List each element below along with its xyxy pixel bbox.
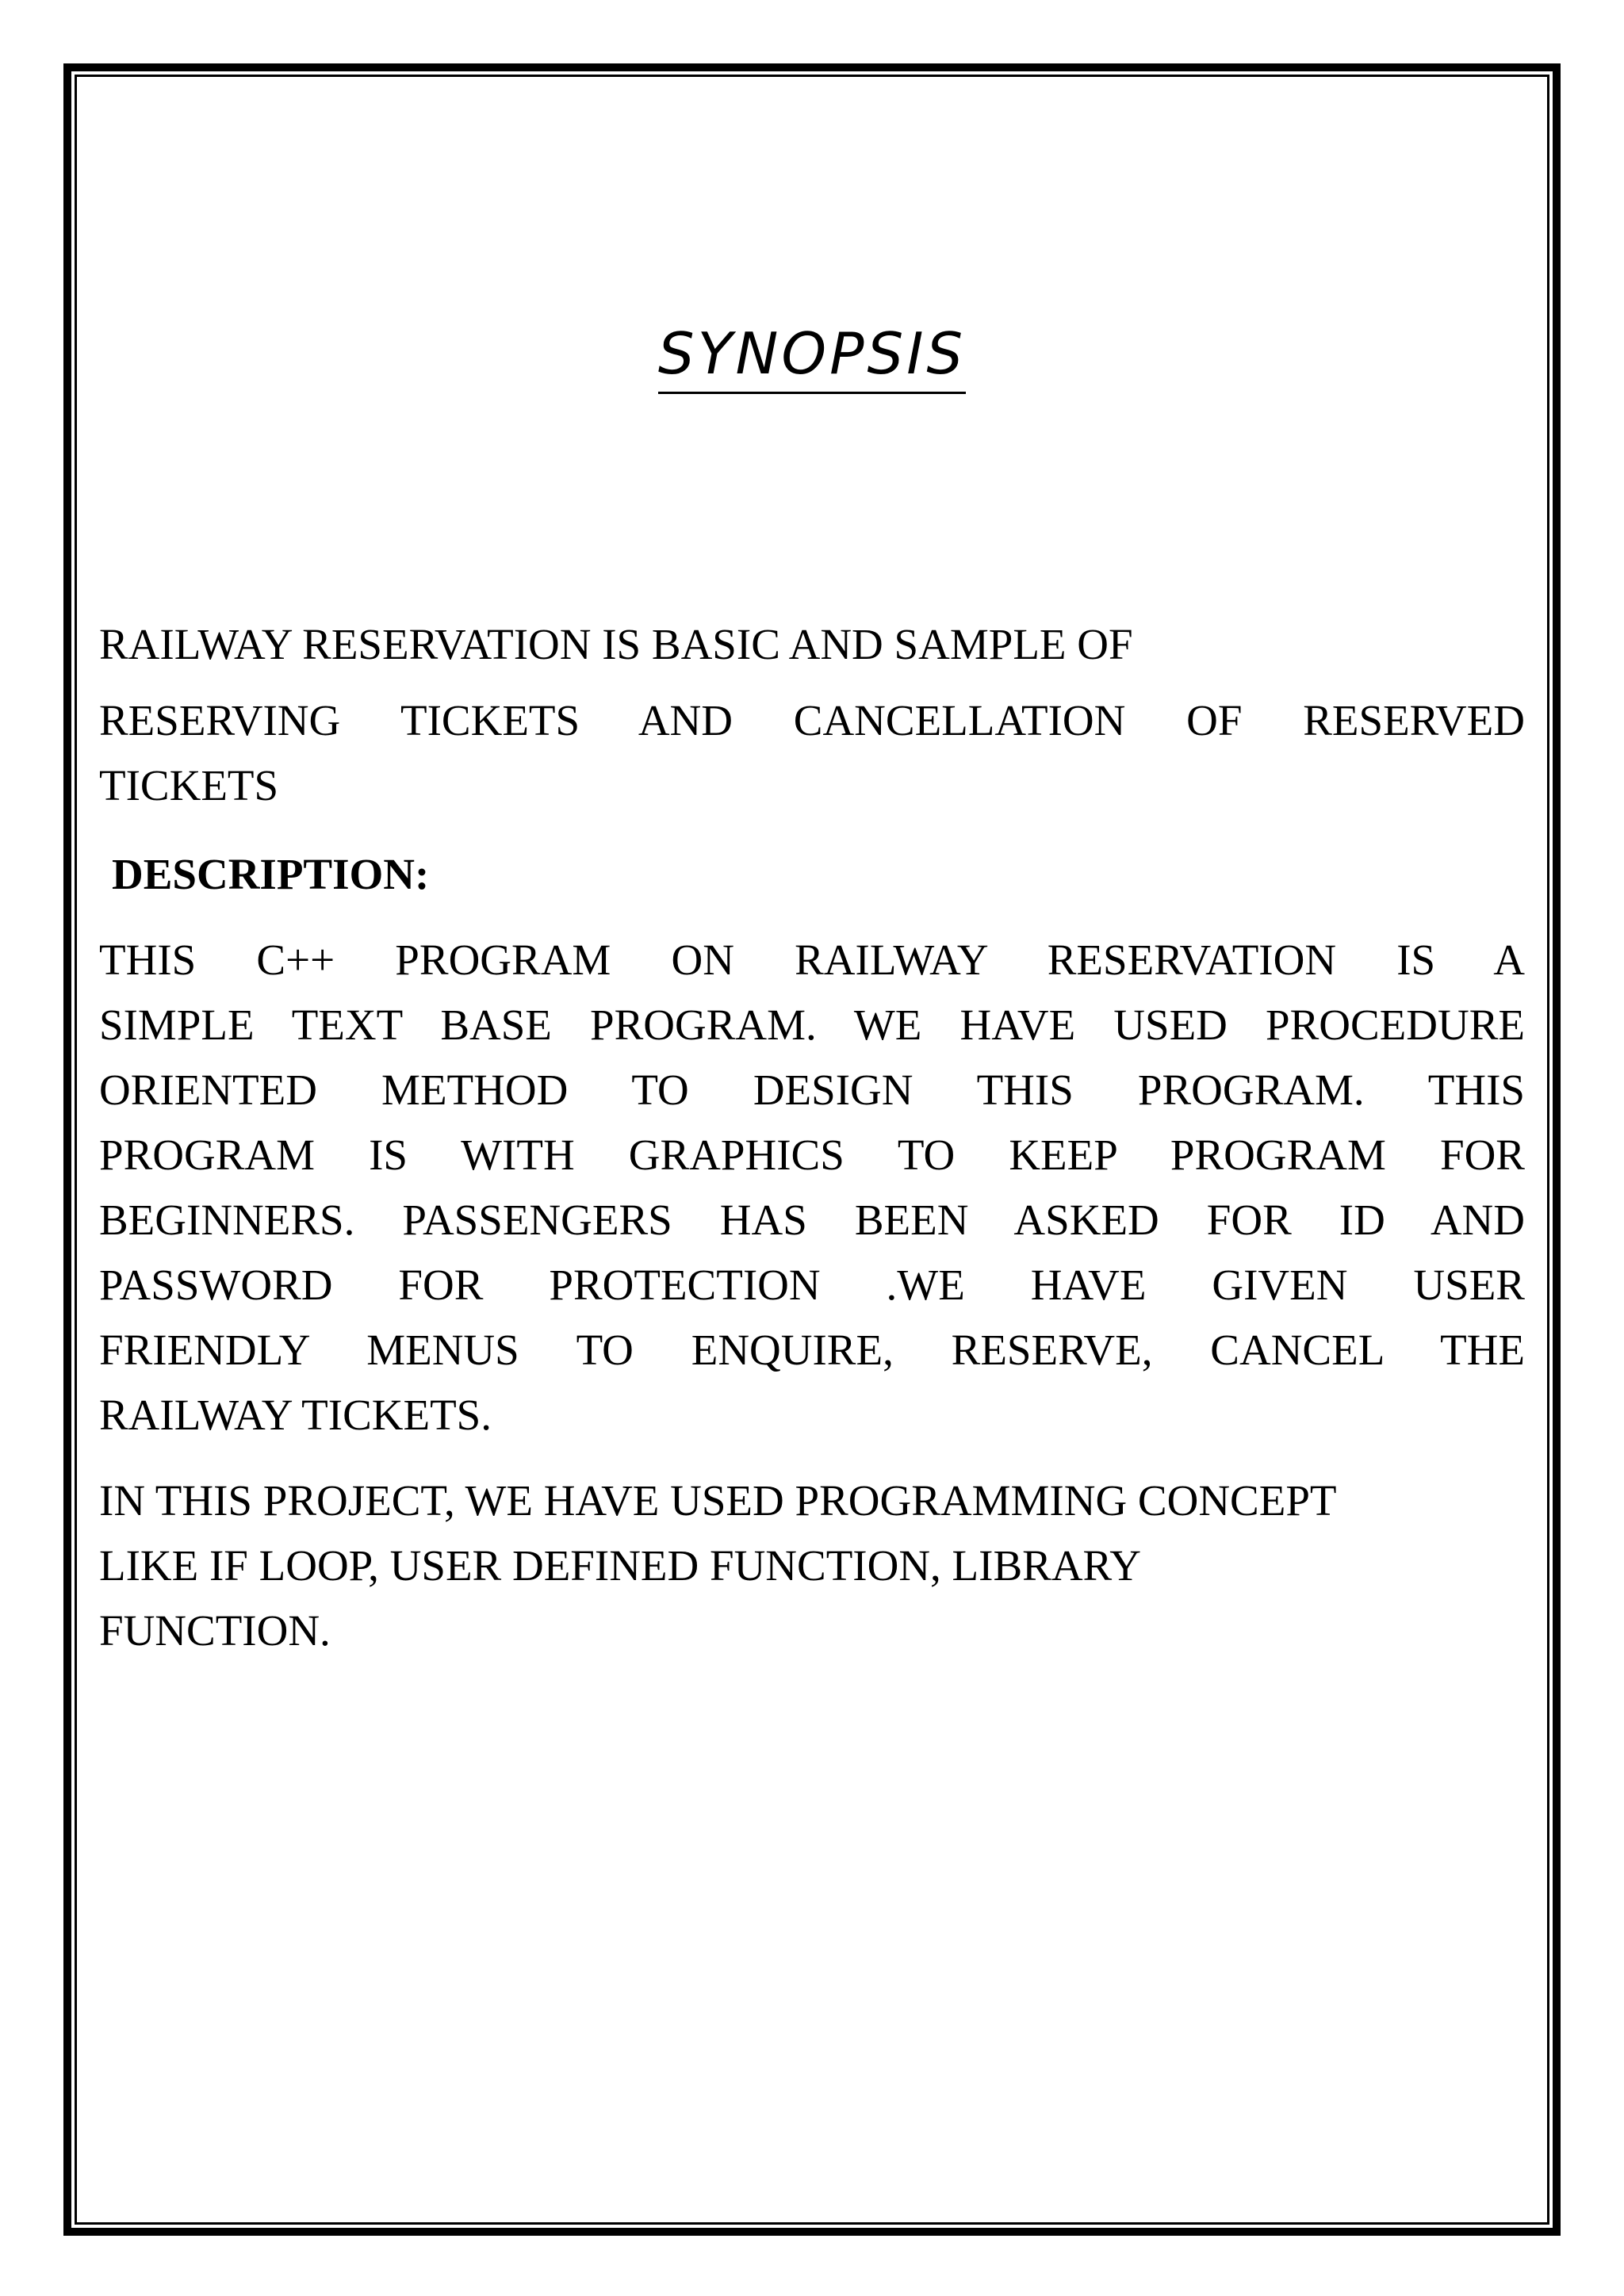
description-line-3: ORIENTED METHOD TO DESIGN THIS PROGRAM. THIS [99,1066,1525,1114]
project-line-1: IN THIS PROJECT, WE HAVE USED PROGRAMMING CONCEPT [99,1476,1337,1525]
description-line-6: PASSWORD FOR PROTECTION .WE HAVE GIVEN USER [99,1261,1525,1309]
page-title [0,320,1624,387]
description-line-8: RAILWAY TICKETS. [99,1391,492,1439]
description-line-5: BEGINNERS. PASSENGERS HAS BEEN ASKED FOR ID AND [99,1196,1525,1244]
intro-line-2: RESERVING TICKETS AND CANCELLATION OF RESERVED [99,696,1525,744]
page-title-text: SYNOPSIS [658,320,966,394]
description-heading: DESCRIPTION: [112,850,430,898]
project-line-2: LIKE IF LOOP, USER DEFINED FUNCTION, LIBRARY [99,1541,1141,1590]
project-line-3: FUNCTION. [99,1606,331,1655]
description-line-7: FRIENDLY MENUS TO ENQUIRE, RESERVE, CANCEL THE [99,1326,1525,1374]
description-line-4: PROGRAM IS WITH GRAPHICS TO KEEP PROGRAM FOR [99,1131,1525,1179]
description-line-2: SIMPLE TEXT BASE PROGRAM. WE HAVE USED PROCEDURE [99,1001,1525,1049]
intro-line-1: RAILWAY RESERVATION IS BASIC AND SAMPLE OF [99,620,1133,668]
document-body [99,612,1525,1663]
description-line-1: THIS C++ PROGRAM ON RAILWAY RESERVATION IS A [99,936,1525,984]
intro-line-3: TICKETS [99,761,279,809]
